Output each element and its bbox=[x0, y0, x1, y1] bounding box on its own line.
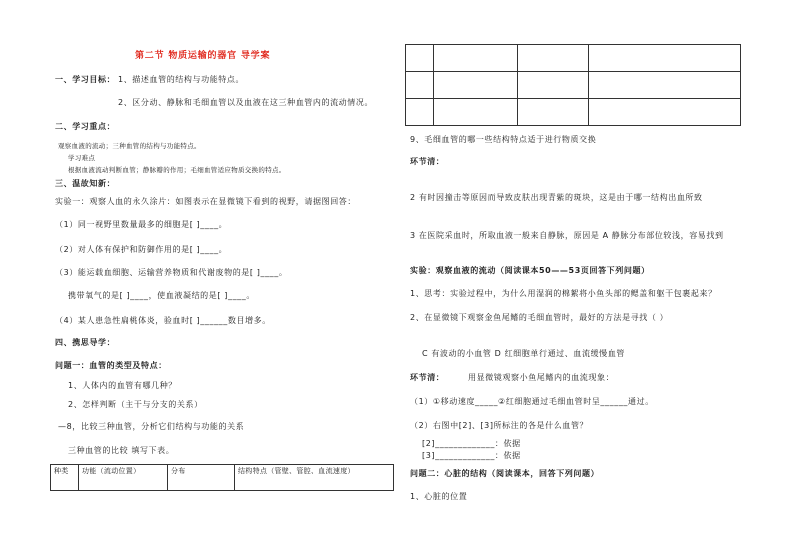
table-row bbox=[406, 99, 741, 126]
question-3b: 携带氧气的是[ ]____，使血液凝结的是[ ]____。 bbox=[68, 291, 255, 300]
guide-label: 四、携思导学： bbox=[55, 338, 116, 347]
table-cell bbox=[518, 45, 589, 72]
question-3: （3）能运载血细胞、运输营养物质和代谢废物的是[ ]____。 bbox=[55, 268, 288, 277]
check-2-q1: （1）①移动速度_____②红细胞通过毛细血管时呈______通过。 bbox=[410, 397, 654, 406]
table-cell bbox=[434, 99, 518, 126]
vessel-comparison-table bbox=[50, 464, 394, 491]
objectives-label: 一、学习目标： bbox=[55, 75, 116, 84]
header-structure: 结构特点（管壁、管腔、血流速度） bbox=[235, 465, 394, 491]
table-cell bbox=[518, 72, 589, 99]
table-cell bbox=[518, 99, 589, 126]
problem-1-item-2: 2、怎样判断（主干与分支的关系） bbox=[68, 400, 203, 409]
table-cell bbox=[406, 72, 434, 99]
table-cell bbox=[589, 72, 741, 99]
objective-1: 1、描述血管的结构与功能特点。 bbox=[118, 75, 245, 84]
table-row bbox=[406, 72, 741, 99]
problem-1-item-1: 1、人体内的血管有哪几种？ bbox=[68, 381, 177, 390]
continued-table bbox=[405, 44, 741, 126]
table-caption: 三种血管的比较 填写下表。 bbox=[68, 446, 175, 455]
question-9: 9、毛细血管的哪一些结构特点适于进行物质交换 bbox=[410, 135, 597, 144]
check-question-3: 3 在医院采血时，所取血液一般来自静脉，原因是 A 静脉分布部位较浅，容易找到 bbox=[410, 231, 724, 240]
check-2-answer-3: [3]_____________：依据 bbox=[422, 451, 521, 460]
question-2: （2）对人体有保护和防御作用的是[ ]____。 bbox=[55, 245, 228, 254]
problem-2-item-1: 1、心脏的位置 bbox=[410, 492, 468, 501]
experiment-1-intro: 实验一：观察人血的永久涂片：如图表示在显微镜下看到的视野，请据图回答： bbox=[55, 197, 356, 206]
check-question-2: 2 有时因撞击等原因而导致皮肤出现青紫的斑块，这是由于哪一结构出血所致 bbox=[410, 193, 703, 202]
header-function: 功能（流动位置） bbox=[79, 465, 168, 491]
check-2-label: 环节清： bbox=[410, 373, 445, 382]
question-1: （1）同一视野里数量最多的细胞是[ ]____。 bbox=[55, 220, 228, 229]
table-cell bbox=[406, 99, 434, 126]
table-cell bbox=[434, 72, 518, 99]
experiment-2-heading: 实验：观察血液的流动（阅读课本50——53页回答下列问题） bbox=[410, 266, 650, 275]
objective-2: 2、区分动、静脉和毛细血管以及血液在这三种血管内的流动情况。 bbox=[118, 98, 374, 107]
review-label: 三、温故知新： bbox=[55, 179, 116, 188]
experiment-2-options: C 有波动的小血管 D 红细胞单行通过、血流缓慢血管 bbox=[422, 349, 625, 358]
page-title: 第二节 物质运输的器官 导学案 bbox=[135, 51, 271, 61]
check-2-q2: （2）右图中[2]、[3]所标注的各是什么血管？ bbox=[410, 421, 589, 430]
check-2-answer-2: [2]_____________：依据 bbox=[422, 439, 521, 448]
problem-1-heading: 问题一：血管的类型及特点： bbox=[55, 361, 167, 370]
table-cell bbox=[589, 45, 741, 72]
experiment-2-q1: 1、思考：实验过程中，为什么用湿润的棉絮将小鱼头部的鳃盖和躯干包裹起来？ bbox=[410, 289, 717, 298]
check-1-label: 环节清： bbox=[410, 157, 445, 166]
key-points-label: 二、学习重点： bbox=[55, 122, 116, 131]
header-distribution: 分布 bbox=[168, 465, 235, 491]
difficulty-label: 学习难点 bbox=[68, 154, 96, 162]
table-cell bbox=[434, 45, 518, 72]
problem-1-item-3: —8，比较三种血管，分析它们结构与功能的关系 bbox=[58, 422, 245, 431]
table-header-row bbox=[51, 465, 394, 491]
question-4: （4）某人患急性扁桃体炎，验血时[ ]______数目增多。 bbox=[55, 316, 271, 325]
header-type: 种类 bbox=[51, 465, 79, 491]
difficulty: 根据血液流动判断血管；静脉瓣的作用；毛细血管适应物质交换的特点。 bbox=[68, 166, 286, 174]
table-cell bbox=[589, 99, 741, 126]
check-2-prompt: 用显微镜观察小鱼尾鳍内的血流现象： bbox=[468, 373, 615, 382]
table-cell bbox=[406, 45, 434, 72]
experiment-2-q2: 2、在显微镜下观察金鱼尾鳍的毛细血管时，最好的方法是寻找（ ） bbox=[410, 313, 669, 322]
key-points: 观察血液的流动；三种血管的结构与功能特点。 bbox=[58, 142, 201, 150]
problem-2-heading: 问题二：心脏的结构（阅读课本，回答下列问题） bbox=[410, 469, 600, 478]
table-row bbox=[406, 45, 741, 72]
